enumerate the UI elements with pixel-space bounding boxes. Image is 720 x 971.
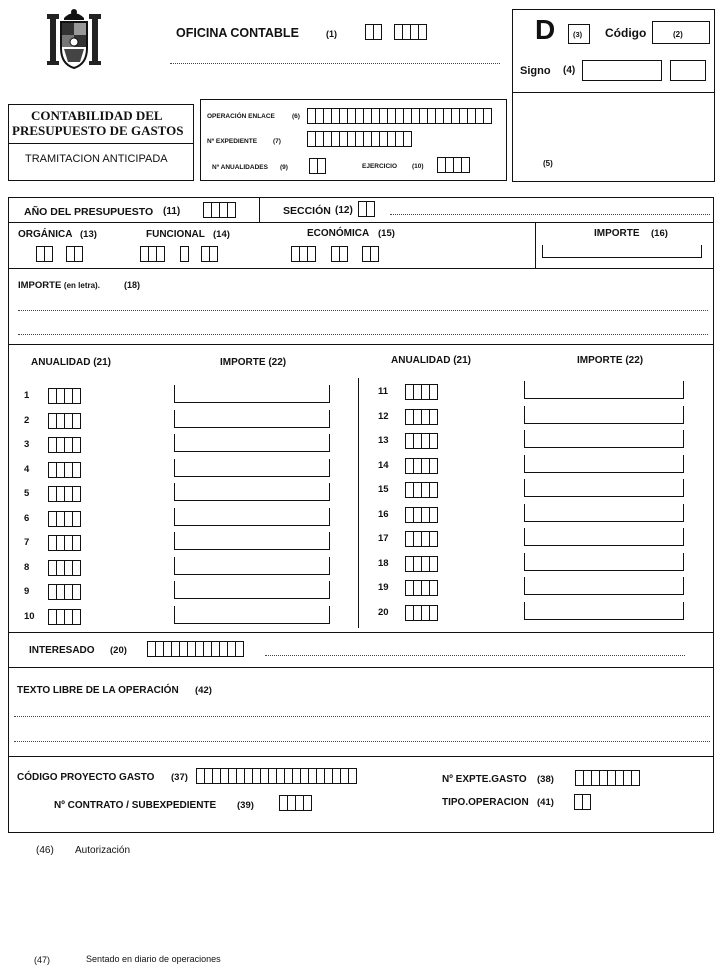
codigo-proyecto-cells[interactable]: [196, 768, 357, 784]
operacion-enlace-cells[interactable]: [307, 108, 492, 124]
annuity-year-cells[interactable]: [405, 531, 438, 547]
importe-letra-bottom-line: [8, 344, 714, 345]
annuity-row-number: 7: [24, 537, 30, 548]
importe-bracket[interactable]: [542, 245, 702, 258]
annuity-amount-field[interactable]: [174, 557, 330, 575]
annuities-center-divider: [358, 378, 359, 628]
texto-libre-label: TEXTO LIBRE DE LA OPERACIÓN: [17, 685, 179, 696]
expte-gasto-label: Nº EXPTE.GASTO: [442, 774, 527, 785]
interesado-bottom-line: [8, 667, 714, 668]
annuity-year-cells[interactable]: [405, 556, 438, 572]
annuity-amount-field[interactable]: [524, 504, 684, 522]
anualidad-header-left: ANUALIDAD (21): [31, 357, 111, 368]
expediente-cells[interactable]: [307, 131, 412, 147]
seccion-line: [390, 214, 710, 215]
interesado-line: [265, 655, 685, 656]
annuity-amount-field[interactable]: [174, 434, 330, 452]
annuity-amount-field[interactable]: [524, 553, 684, 571]
title-line-1: CONTABILIDAD DEL: [31, 108, 163, 123]
anualidades-label: Nº ANUALIDADES: [212, 164, 268, 171]
anualidades-number: (9): [280, 164, 288, 171]
funcional-number: (14): [213, 229, 230, 240]
annuity-row-number: 19: [378, 582, 389, 593]
annuity-amount-field[interactable]: [524, 602, 684, 620]
oficina-contable-number: (1): [326, 29, 337, 39]
signo-box-1[interactable]: [582, 60, 662, 81]
annuity-row-number: 3: [24, 439, 30, 450]
ano-presupuesto-cells[interactable]: [203, 202, 236, 218]
texto-libre-line-2: [14, 741, 710, 742]
annuity-row-number: 16: [378, 508, 389, 520]
annuity-amount-field[interactable]: [524, 479, 684, 497]
texto-libre-number: (42): [195, 685, 212, 696]
seccion-label: SECCIÓN: [283, 205, 331, 217]
annuity-row-number: 5: [24, 488, 30, 499]
contrato-label: Nº CONTRATO / SUBEXPEDIENTE: [54, 800, 217, 811]
annuity-amount-field[interactable]: [524, 455, 684, 473]
annuities-bottom-line: [8, 632, 714, 633]
doc-type-letter: D: [535, 14, 556, 45]
funcional-label: FUNCIONAL: [146, 229, 205, 240]
annuity-row-number: 12: [378, 410, 389, 422]
autorizacion-number: (46): [36, 845, 54, 856]
annuity-amount-field[interactable]: [174, 483, 330, 501]
contrato-number: (39): [237, 800, 254, 811]
anualidad-header-right: ANUALIDAD (21): [391, 355, 471, 366]
economica-cells-3[interactable]: [362, 246, 379, 262]
annuity-year-cells[interactable]: [405, 409, 438, 425]
annuity-amount-field[interactable]: [174, 385, 330, 403]
importe-number: (16): [651, 228, 668, 239]
importe-letra-line-1: [18, 310, 708, 311]
annuity-row-number: 2: [24, 414, 30, 426]
ejercicio-number: (10): [412, 163, 424, 170]
economica-cells-1[interactable]: [291, 246, 316, 262]
annuity-amount-field[interactable]: [174, 459, 330, 477]
annuity-year-cells[interactable]: [48, 535, 81, 551]
annuity-row-number: 9: [24, 586, 30, 597]
diario-label: Sentado en diario de operaciones: [86, 954, 221, 964]
annuity-row-number: 20: [378, 606, 389, 618]
ano-presupuesto-number: (11): [163, 206, 181, 217]
tipo-operacion-cells[interactable]: [574, 794, 591, 810]
codigo-proyecto-number: (37): [171, 772, 188, 783]
oficina-contable-label: OFICINA CONTABLE: [176, 26, 299, 40]
importe-letra-label: [18, 280, 100, 291]
tipo-operacion-number: (41): [537, 797, 554, 808]
budget-year-bottom-line: [8, 222, 714, 223]
annuity-row-number: 14: [378, 459, 389, 471]
autorizacion-label: Autorización: [75, 845, 131, 856]
annuity-amount-field[interactable]: [524, 381, 684, 399]
annuity-year-cells[interactable]: [405, 433, 438, 449]
organica-cells-2[interactable]: [66, 246, 83, 262]
operacion-enlace-number: (6): [292, 113, 300, 120]
signo-label: Signo: [520, 65, 551, 77]
annuity-year-cells[interactable]: [405, 458, 438, 474]
funcional-cells-1[interactable]: [140, 246, 165, 262]
coat-of-arms-emblem: [44, 8, 104, 72]
oficina-contable-cells-2[interactable]: [394, 24, 427, 40]
organica-cells-1[interactable]: [36, 246, 53, 262]
document-type-divider: [512, 92, 715, 93]
importe-letra-word: IMPORTE: [18, 280, 62, 291]
oficina-contable-cells[interactable]: [365, 24, 382, 40]
annuity-year-cells[interactable]: [405, 580, 438, 596]
annuity-year-cells[interactable]: [405, 482, 438, 498]
annuity-amount-field[interactable]: [524, 406, 684, 424]
classification-bottom-line: [8, 268, 714, 269]
annuity-row-number: 11: [378, 386, 389, 397]
economica-label: ECONÓMICA: [307, 228, 370, 239]
annuity-row-number: 1: [24, 390, 30, 401]
importe-header-right: IMPORTE (22): [577, 355, 644, 366]
annuity-row-number: 13: [378, 435, 389, 446]
expte-gasto-number: (38): [537, 774, 554, 785]
importe16-divider: [535, 222, 536, 268]
title-subtitle: TRAMITACION ANTICIPADA: [25, 153, 168, 165]
annuity-amount-field[interactable]: [174, 410, 330, 428]
tipo-operacion-label: TIPO.OPERACION: [442, 797, 529, 808]
expte-gasto-cells[interactable]: [575, 770, 640, 786]
seccion-cells[interactable]: [358, 201, 375, 217]
annuity-row-number: 6: [24, 512, 30, 524]
codigo-label: Código: [605, 26, 647, 40]
doc-type-n3: (3): [573, 30, 583, 39]
annuity-year-cells[interactable]: [405, 605, 438, 621]
organica-label: ORGÁNICA: [18, 229, 73, 240]
annuity-year-cells[interactable]: [405, 507, 438, 523]
anualidades-cells[interactable]: [309, 158, 326, 174]
signo-box-2[interactable]: [670, 60, 706, 81]
interesado-number: (20): [110, 645, 127, 656]
expediente-label: Nº EXPEDIENTE: [207, 138, 258, 145]
expediente-number: (7): [273, 138, 281, 145]
oficina-contable-line: [170, 63, 500, 64]
texto-libre-line-1: [14, 716, 710, 717]
annuity-row-number: 18: [378, 557, 389, 569]
importe-label: IMPORTE: [594, 228, 640, 239]
budget-year-divider: [259, 197, 260, 222]
annuity-amount-field[interactable]: [524, 528, 684, 546]
funcional-cells-2[interactable]: [180, 246, 189, 262]
title-line-2: PRESUPUESTO DE GASTOS: [12, 123, 184, 138]
economica-cells-2[interactable]: [331, 246, 348, 262]
annuity-row-number: 8: [24, 561, 30, 573]
annuity-amount-field[interactable]: [174, 606, 330, 624]
operacion-enlace-label: OPERACIÓN ENLACE: [207, 113, 275, 120]
codigo-number: (2): [673, 30, 683, 39]
annuity-amount-field[interactable]: [524, 577, 684, 595]
annuity-year-cells[interactable]: [48, 462, 81, 478]
annuity-year-cells[interactable]: [48, 413, 81, 429]
annuity-year-cells[interactable]: [405, 384, 438, 400]
annuity-year-cells[interactable]: [48, 560, 81, 576]
title-divider: [8, 143, 194, 144]
field-5-number: (5): [543, 159, 553, 168]
annuity-year-cells[interactable]: [48, 609, 81, 625]
annuity-amount-field[interactable]: [174, 532, 330, 550]
annuity-year-cells[interactable]: [48, 388, 81, 404]
ejercicio-cells[interactable]: [437, 157, 470, 173]
diario-number: (47): [34, 955, 51, 965]
annuity-year-cells[interactable]: [48, 437, 81, 453]
contrato-cells[interactable]: [279, 795, 312, 811]
interesado-label: INTERESADO: [29, 645, 95, 656]
seccion-number: (12): [335, 205, 353, 216]
interesado-cells[interactable]: [147, 641, 244, 657]
codigo-proyecto-label: CÓDIGO PROYECTO GASTO: [17, 772, 155, 783]
ejercicio-label: EJERCICIO: [362, 163, 398, 170]
annuity-row-number: 17: [378, 533, 389, 544]
funcional-cells-3[interactable]: [201, 246, 218, 262]
annuity-row-number: 15: [378, 484, 389, 495]
annuity-year-cells[interactable]: [48, 511, 81, 527]
economica-number: (15): [378, 228, 395, 239]
texto-libre-bottom-line: [8, 756, 714, 757]
annuity-amount-field[interactable]: [174, 581, 330, 599]
annuity-year-cells[interactable]: [48, 486, 81, 502]
annuity-row-number: 4: [24, 463, 30, 475]
importe-letra-line-2: [18, 334, 708, 335]
importe-header-left: IMPORTE (22): [220, 357, 287, 368]
annuity-row-number: 10: [24, 610, 35, 622]
organica-number: (13): [80, 229, 97, 240]
importe-letra-suffix: (en letra).: [63, 281, 100, 290]
ano-presupuesto-label: AÑO DEL PRESUPUESTO: [24, 206, 154, 218]
signo-number: (4): [563, 65, 576, 76]
importe-letra-number: (18): [124, 280, 141, 290]
annuity-amount-field[interactable]: [524, 430, 684, 448]
annuity-year-cells[interactable]: [48, 584, 81, 600]
annuity-amount-field[interactable]: [174, 508, 330, 526]
